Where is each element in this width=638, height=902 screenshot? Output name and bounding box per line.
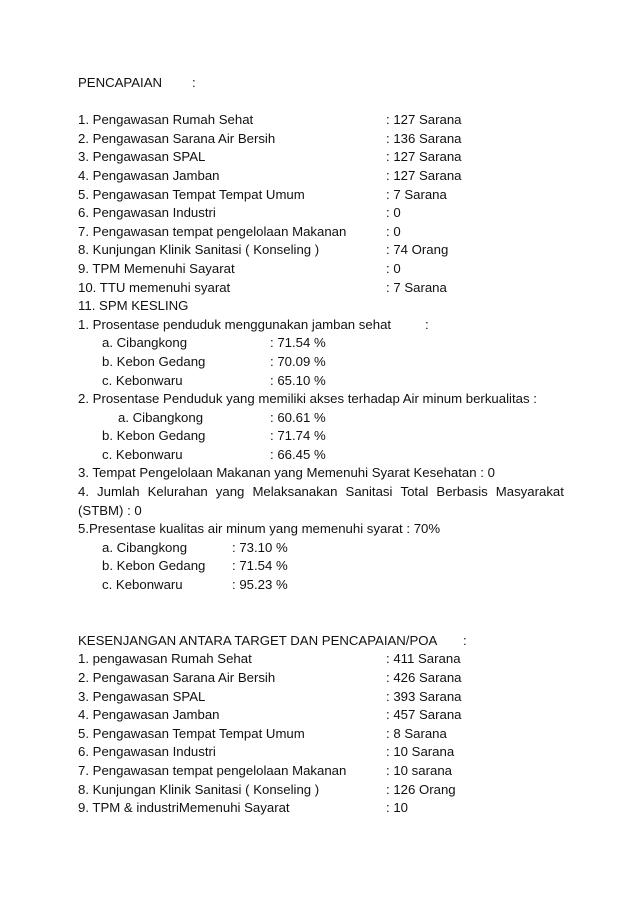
- item-value: : 10: [386, 800, 408, 816]
- question-text: 3. Tempat Pengelolaan Makanan yang Memenuhi Syarat Kesehatan : 0: [78, 465, 495, 481]
- pencapaian-item: [78, 279, 568, 298]
- spm-q1-row: [78, 372, 568, 391]
- row-value: : 70.09 %: [270, 353, 326, 369]
- item-label: 8. Kunjungan Klinik Sanitasi ( Konseling ): [78, 781, 320, 797]
- spm-question-1: [78, 316, 568, 335]
- spm-q5-row: [78, 576, 568, 595]
- item-value: : 127 Sarana: [386, 149, 462, 165]
- item-label: 9. TPM & industriMemenuhi Sayarat: [78, 800, 290, 816]
- spm-title: 11. SPM KESLING: [78, 298, 189, 314]
- item-label: 5. Pengawasan Tempat Tempat Umum: [78, 725, 305, 741]
- item-value: : 0: [386, 205, 401, 221]
- spm-q5-row: [78, 557, 568, 576]
- kesenjangan-heading: [78, 632, 568, 651]
- item-value: : 7 Sarana: [386, 279, 447, 295]
- pencapaian-heading: [78, 74, 568, 93]
- pencapaian-item: [78, 260, 568, 279]
- question-word: Melaksanakan: [252, 484, 338, 500]
- kesenjangan-item: [78, 799, 568, 818]
- item-label: 7. Pengawasan tempat pengelolaan Makanan: [78, 223, 347, 239]
- document-page: [78, 74, 568, 818]
- blank-line: [78, 93, 568, 112]
- kesenjangan-title: KESENJANGAN ANTARA TARGET DAN PENCAPAIAN/POA: [78, 632, 438, 648]
- item-label: 4. Pengawasan Jamban: [78, 707, 220, 723]
- spm-question-3: [78, 464, 568, 483]
- item-value: : 127 Sarana: [386, 167, 462, 183]
- spm-q1-row: [78, 353, 568, 372]
- kesenjangan-item: [78, 781, 568, 800]
- item-label: 3. Pengawasan SPAL: [78, 149, 206, 165]
- row-label: c. Kebonwaru: [102, 372, 183, 388]
- question-text: 5.Presentase kualitas air minum yang memenuhi syarat : 70%: [78, 521, 441, 537]
- item-value: : 126 Orang: [386, 781, 456, 797]
- question-word: yang: [215, 484, 245, 500]
- item-label: 6. Pengawasan Industri: [78, 744, 216, 760]
- spm-q1-row: [78, 334, 568, 353]
- spm-q2-row: [78, 409, 568, 428]
- spm-heading: [78, 297, 568, 316]
- row-value: : 95.23 %: [232, 577, 288, 593]
- spm-question-2: [78, 390, 568, 409]
- pencapaian-item: [78, 223, 568, 242]
- row-label: b. Kebon Gedang: [102, 353, 206, 369]
- item-value: : 127 Sarana: [386, 112, 462, 128]
- question-text: 2. Prosentase Penduduk yang memiliki akses terhadap Air minum berkualitas :: [78, 391, 537, 407]
- row-label: b. Kebon Gedang: [102, 558, 206, 574]
- row-value: : 60.61 %: [270, 409, 326, 425]
- item-label: 1. Pengawasan Rumah Sehat: [78, 112, 254, 128]
- item-value: : 426 Sarana: [386, 670, 462, 685]
- item-value: : 0: [386, 260, 401, 276]
- item-value: : 10 sarana: [386, 762, 452, 778]
- question-word: Jumlah: [97, 484, 140, 500]
- row-label: a. Cibangkong: [102, 335, 188, 351]
- question-word: Berbasis: [436, 484, 488, 500]
- item-label: 10. TTU memenuhi syarat: [78, 279, 231, 295]
- row-value: : 65.10 %: [270, 372, 326, 388]
- item-label: 5. Pengawasan Tempat Tempat Umum: [78, 186, 305, 202]
- question-word: Total: [400, 484, 429, 500]
- item-value: : 411 Sarana: [386, 651, 461, 667]
- item-value: : 74 Orang: [386, 242, 449, 258]
- item-value: : 457 Sarana: [386, 707, 462, 723]
- pencapaian-item: [78, 167, 568, 186]
- item-value: : 0: [386, 223, 401, 239]
- question-word: Masyarakat: [495, 484, 564, 500]
- item-label: 2. Pengawasan Sarana Air Bersih: [78, 130, 276, 146]
- item-value: : 7 Sarana: [386, 186, 447, 202]
- row-label: c. Kebonwaru: [102, 446, 183, 462]
- spm-question-4-cont: [78, 502, 568, 521]
- spm-question-4: [78, 483, 564, 502]
- item-label: 4. Pengawasan Jamban: [78, 167, 220, 183]
- pencapaian-item: [78, 148, 568, 167]
- item-label: 2. Pengawasan Sarana Air Bersih: [78, 670, 276, 685]
- pencapaian-item: [78, 186, 568, 205]
- pencapaian-item: [78, 130, 568, 149]
- question-word: Sanitasi: [345, 484, 393, 500]
- row-label: b. Kebon Gedang: [102, 428, 206, 444]
- row-label: c. Kebonwaru: [102, 577, 183, 593]
- row-value: : 71.74 %: [270, 428, 326, 444]
- item-value: : 136 Sarana: [386, 130, 462, 146]
- item-label: 7. Pengawasan tempat pengelolaan Makanan: [78, 762, 347, 778]
- spm-q2-row: [78, 446, 568, 465]
- kesenjangan-item: [78, 650, 568, 669]
- kesenjangan-item: [78, 706, 568, 725]
- item-label: 3. Pengawasan SPAL: [78, 688, 206, 704]
- pencapaian-item: [78, 111, 568, 130]
- row-value: : 73.10 %: [232, 539, 288, 555]
- pencapaian-item: [78, 204, 568, 223]
- item-value: : 393 Sarana: [386, 688, 462, 704]
- item-label: 6. Pengawasan Industri: [78, 205, 216, 221]
- kesenjangan-colon: :: [463, 632, 467, 648]
- item-label: 9. TPM Memenuhi Sayarat: [78, 260, 235, 276]
- pencapaian-colon: :: [192, 75, 196, 90]
- item-label: 1. pengawasan Rumah Sehat: [78, 651, 252, 667]
- question-word: Kelurahan: [147, 484, 208, 500]
- item-value: : 8 Sarana: [386, 725, 447, 741]
- row-value: : 71.54 %: [270, 335, 326, 351]
- blank-line: [78, 613, 568, 632]
- kesenjangan-item: [78, 743, 568, 762]
- row-label: a. Cibangkong: [102, 539, 188, 555]
- spm-question-5: [78, 520, 568, 539]
- question-text: (STBM) : 0: [78, 502, 142, 518]
- kesenjangan-item: [78, 669, 568, 688]
- kesenjangan-item: [78, 688, 568, 707]
- row-value: : 66.45 %: [270, 446, 326, 462]
- pencapaian-item: [78, 241, 568, 260]
- kesenjangan-item: [78, 762, 568, 781]
- question-text: 1. Prosentase penduduk menggunakan jamban sehat: [78, 316, 392, 332]
- spm-q5-row: [78, 539, 568, 558]
- item-value: : 10 Sarana: [386, 744, 455, 760]
- row-value: : 71.54 %: [232, 558, 288, 574]
- blank-line: [78, 595, 568, 614]
- spm-q2-row: [78, 427, 568, 446]
- pencapaian-title: PENCAPAIAN: [78, 75, 163, 90]
- question-colon: :: [425, 316, 429, 332]
- kesenjangan-item: [78, 725, 568, 744]
- item-label: 8. Kunjungan Klinik Sanitasi ( Konseling ): [78, 242, 320, 258]
- question-word: 4.: [78, 484, 89, 500]
- row-label: a. Cibangkong: [118, 409, 204, 425]
